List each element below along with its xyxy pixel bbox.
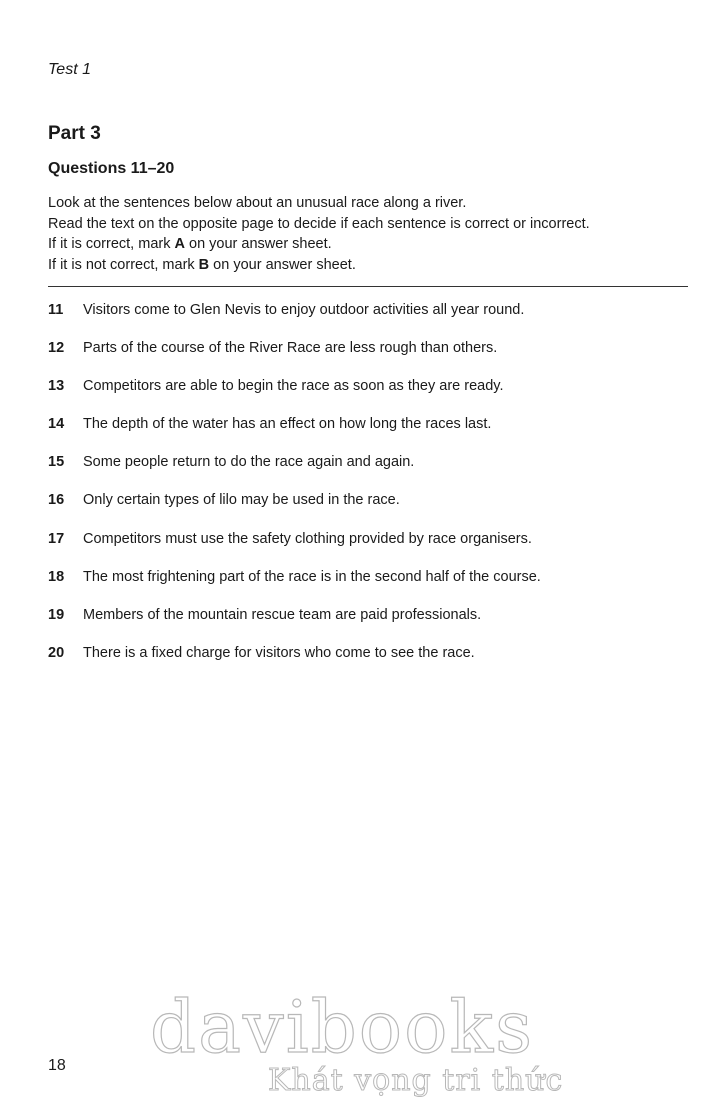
- question-item: [48, 529, 688, 567]
- question-item: [48, 338, 688, 376]
- question-text: The most frightening part of the race is in the second half of the course.: [83, 568, 541, 585]
- watermark-brand: davibooks: [150, 985, 535, 1069]
- question-item: [48, 605, 688, 643]
- instructions: [48, 193, 688, 275]
- test-label: Test 1: [48, 61, 91, 78]
- question-number: 18: [48, 568, 65, 585]
- question-number: 11: [48, 302, 64, 318]
- question-number: 19: [48, 606, 65, 623]
- question-item: [48, 414, 688, 452]
- question-text: Visitors come to Glen Nevis to enjoy outdoor activities all year round.: [83, 302, 525, 318]
- answer-option-letter: A: [174, 236, 185, 252]
- question-item: [48, 376, 688, 414]
- page-number: 18: [48, 1057, 66, 1074]
- question-text: Competitors must use the safety clothing provided by race organisers.: [83, 530, 532, 547]
- answer-option-letter: B: [198, 256, 210, 273]
- question-number: 15: [48, 454, 65, 471]
- question-text: Members of the mountain rescue team are paid professionals.: [83, 606, 482, 623]
- question-number: 13: [48, 378, 65, 395]
- question-item: [48, 452, 688, 490]
- question-text: There is a fixed charge for visitors who come to see the race.: [83, 644, 475, 661]
- question-number: 12: [48, 340, 65, 357]
- question-item: [48, 490, 688, 528]
- question-text: The depth of the water has an effect on how long the races last.: [83, 416, 492, 433]
- watermark-slogan: Khát vọng tri thức: [268, 1063, 564, 1098]
- part-title: Part 3: [48, 123, 101, 144]
- instruction-line: If it is correct, mark A on your answer sheet.: [48, 236, 332, 252]
- questions-heading: Questions 11–20: [48, 160, 175, 177]
- question-number: 14: [48, 416, 65, 433]
- question-text: Parts of the course of the River Race are less rough than others.: [83, 340, 498, 357]
- instruction-line: Read the text on the opposite page to decide if each sentence is correct or incorrect.: [48, 215, 590, 232]
- question-number: 16: [48, 492, 65, 509]
- instruction-line: Look at the sentences below about an unusual race along a river.: [48, 195, 467, 211]
- watermark-logo: [150, 985, 570, 1110]
- question-text: Competitors are able to begin the race as soon as they are ready.: [83, 378, 504, 395]
- instruction-line: If it is not correct, mark B on your answer sheet.: [48, 256, 356, 273]
- question-number: 20: [48, 644, 65, 661]
- question-item: [48, 643, 688, 681]
- divider: [48, 286, 688, 287]
- question-number: 17: [48, 530, 65, 547]
- question-text: Some people return to do the race again and again.: [83, 454, 415, 471]
- question-list: [48, 300, 688, 681]
- question-item: [48, 300, 688, 338]
- question-item: [48, 567, 688, 605]
- question-text: Only certain types of lilo may be used in the race.: [83, 492, 400, 509]
